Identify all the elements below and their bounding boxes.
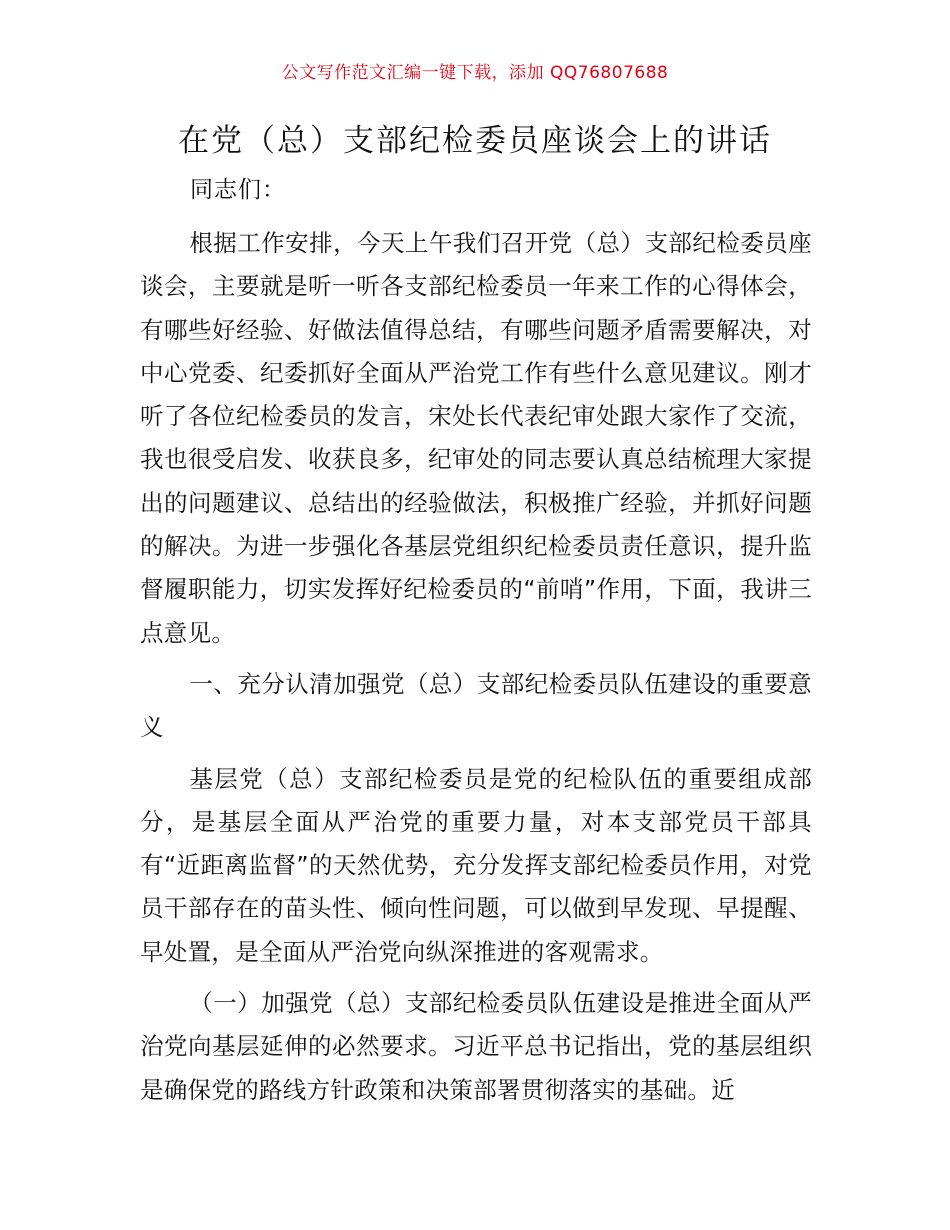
- download-banner: 公文写作范文汇编一键下载，添加 QQ76807688: [281, 63, 669, 83]
- document-body: [140, 170, 812, 1112]
- section-heading-1: 一、充分认清加强党（总）支部纪检委员队伍建设的重要意义: [140, 669, 812, 742]
- document-title: 在党（总）支部纪检委员座谈会上的讲话: [178, 123, 772, 159]
- paragraph-intro: 根据工作安排，今天上午我们召开党（总）支部纪检委员座谈会，主要就是听一听各支部纪检委员一年来工作的心得体会，有哪些好经验、好做法值得总结，有哪些问题矛盾需要解决，对中心党委、纪委抓好全面从严治党工作有些什么意见建议。刚才听了各位纪检委员的发言，宋处长代表纪审处跟大家作了交流，我也很受启发、收获良多，纪审处的同志要认真总结梳理大家提出的问题建议、总结出的经验做法，积极推广经验，并抓好问题的解决。为进一步强化各基层党组织纪检委员责任意识，提升监督履职能力，切实发挥好纪检委员的“前哨”作用，下面，我讲三点意见。: [140, 229, 812, 647]
- salutation: 同志们：: [190, 177, 286, 203]
- paragraph-subsection-1: （一）加强党（总）支部纪检委员队伍建设是推进全面从严治党向基层延伸的必然要求。习近平总书记指出，党的基层组织是确保党的路线方针政策和决策部署贯彻落实的基础。近: [140, 989, 812, 1104]
- paragraph-section-1: 基层党（总）支部纪检委员是党的纪检队伍的重要组成部分，是基层全面从严治党的重要力量，对本支部党员干部具有“近距离监督”的天然优势，充分发挥支部纪检委员作用，对党员干部存在的苗头性、倾向性问题，可以做到早发现、早提醒、早处置，是全面从严治党向纵深推进的客观需求。: [140, 764, 812, 966]
